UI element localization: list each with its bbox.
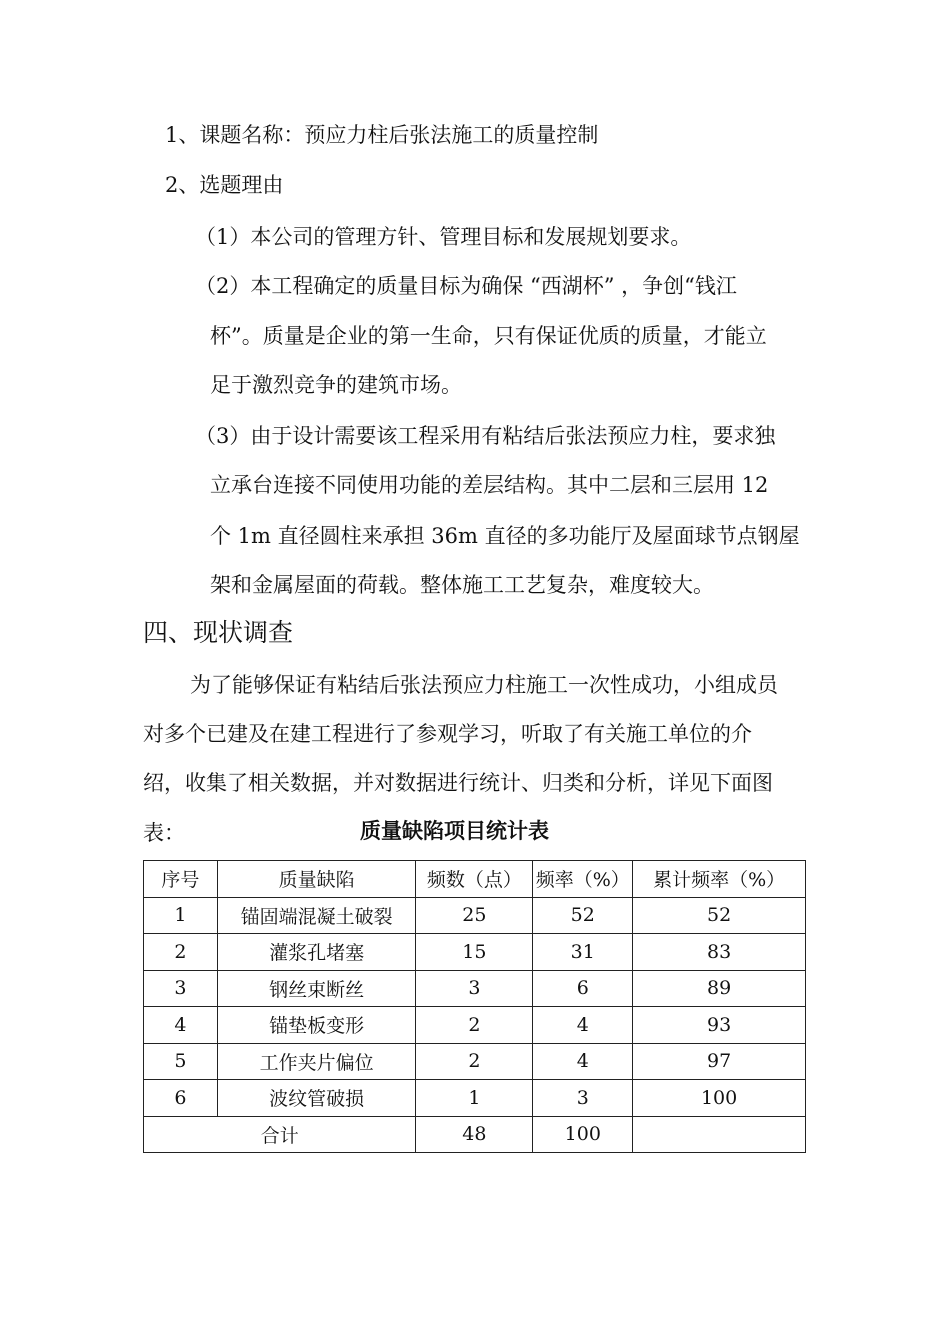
table-cell: 52 — [633, 897, 806, 934]
table-cell: 97 — [633, 1043, 806, 1080]
reason-line: （1）本公司的管理方针、管理目标和发展规划要求。 — [195, 225, 692, 249]
intro-line: 绍，收集了相关数据，并对数据进行统计、归类和分析，详见下面图 — [143, 771, 773, 795]
table-row — [144, 1043, 806, 1080]
table-cell: 2 — [416, 1043, 533, 1080]
table-cell: 100 — [633, 1080, 806, 1117]
reason-line: （3）由于设计需要该工程采用有粘结后张法预应力柱，要求独 — [195, 424, 776, 448]
intro-line: 对多个已建及在建工程进行了参观学习，听取了有关施工单位的介 — [143, 722, 752, 746]
table-header-row — [144, 861, 806, 898]
total-label: 合计 — [144, 1116, 416, 1153]
table-total-row — [144, 1116, 806, 1153]
reason-line: 架和金属屋面的荷载。整体施工工艺复杂，难度较大。 — [210, 573, 714, 597]
table-cell: 15 — [416, 934, 533, 971]
item-2-selection-reason: 2、选题理由 — [165, 173, 284, 197]
table-cell: 89 — [633, 970, 806, 1007]
table-cell: 31 — [533, 934, 633, 971]
reason-line: 足于激烈竞争的建筑市场。 — [210, 373, 462, 397]
total-cumulative — [633, 1116, 806, 1153]
table-cell: 93 — [633, 1007, 806, 1044]
table-cell: 灌浆孔堵塞 — [217, 934, 416, 971]
table-row — [144, 934, 806, 971]
table-cell: 4 — [144, 1007, 218, 1044]
total-frequency: 100 — [533, 1116, 633, 1153]
table-cell: 锚固端混凝土破裂 — [217, 897, 416, 934]
table-cell: 2 — [416, 1007, 533, 1044]
column-header: 频率（%） — [533, 861, 633, 898]
item-1-topic-name: 1、课题名称：预应力柱后张法施工的质量控制 — [165, 123, 599, 147]
table-row — [144, 897, 806, 934]
table-cell: 3 — [416, 970, 533, 1007]
table-cell: 锚垫板变形 — [217, 1007, 416, 1044]
defect-statistics-table — [143, 860, 806, 1153]
table-cell: 83 — [633, 934, 806, 971]
section-heading: 四、现状调查 — [143, 618, 294, 647]
reason-line: （2）本工程确定的质量目标为确保 “西湖杯” ，争创“钱江 — [195, 274, 737, 298]
table-cell: 6 — [144, 1080, 218, 1117]
reason-line: 杯”。质量是企业的第一生命，只有保证优质的质量，才能立 — [210, 324, 767, 348]
table-cell: 52 — [533, 897, 633, 934]
table-row — [144, 1080, 806, 1117]
table-row — [144, 970, 806, 1007]
total-count: 48 — [416, 1116, 533, 1153]
table-cell: 4 — [533, 1043, 633, 1080]
table-title: 质量缺陷项目统计表 — [360, 819, 549, 843]
table-cell: 25 — [416, 897, 533, 934]
column-header: 质量缺陷 — [217, 861, 416, 898]
column-header: 频数（点） — [416, 861, 533, 898]
table-cell: 6 — [533, 970, 633, 1007]
column-header: 序号 — [144, 861, 218, 898]
table-cell: 1 — [144, 897, 218, 934]
table-cell: 1 — [416, 1080, 533, 1117]
table-cell: 波纹管破损 — [217, 1080, 416, 1117]
table-cell: 3 — [533, 1080, 633, 1117]
reason-line: 立承台连接不同使用功能的差层结构。其中二层和三层用 12 — [210, 473, 769, 497]
intro-line: 为了能够保证有粘结后张法预应力柱施工一次性成功，小组成员 — [190, 673, 778, 697]
table-cell: 工作夹片偏位 — [217, 1043, 416, 1080]
intro-line: 表： — [143, 821, 185, 845]
column-header: 累计频率（%） — [633, 861, 806, 898]
table-row — [144, 1007, 806, 1044]
table-cell: 3 — [144, 970, 218, 1007]
table-cell: 4 — [533, 1007, 633, 1044]
table-cell: 钢丝束断丝 — [217, 970, 416, 1007]
reason-line: 个 1m 直径圆柱来承担 36m 直径的多功能厅及屋面球节点钢屋 — [210, 524, 800, 548]
table-cell: 2 — [144, 934, 218, 971]
table-cell: 5 — [144, 1043, 218, 1080]
